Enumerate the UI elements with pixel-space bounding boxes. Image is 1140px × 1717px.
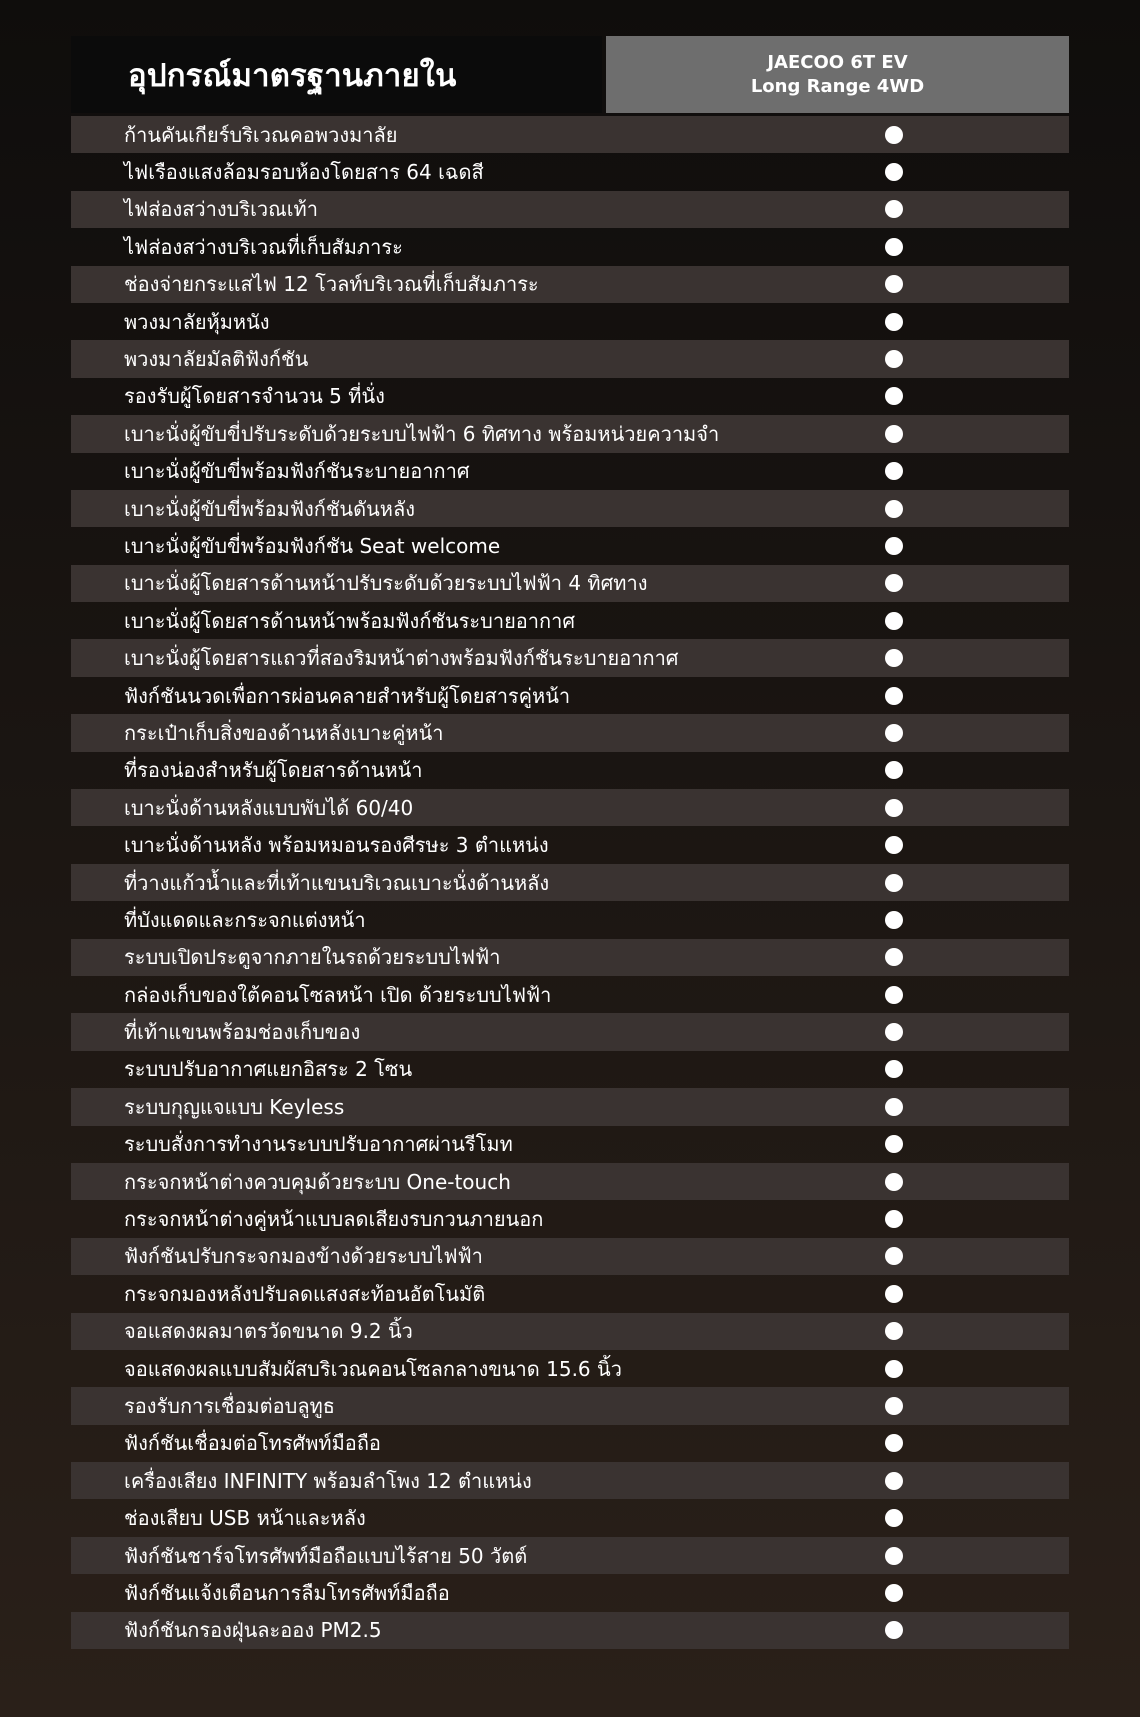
feature-availability (771, 836, 1069, 854)
feature-label: ช่องเสียบ USB หน้าและหลัง (124, 1506, 366, 1531)
standard-dot-icon (885, 1360, 903, 1378)
standard-dot-icon (885, 724, 903, 742)
table-row (71, 303, 1069, 340)
spec-table (71, 36, 1069, 1649)
standard-dot-icon (885, 687, 903, 705)
standard-dot-icon (885, 1247, 903, 1265)
standard-dot-icon (885, 1322, 903, 1340)
feature-label: เบาะนั่งผู้โดยสารแถวที่สองริมหน้าต่างพร้อมฟังก์ชันระบายอากาศ (124, 646, 679, 671)
feature-availability (771, 799, 1069, 817)
table-row (71, 527, 1069, 564)
feature-availability (771, 574, 1069, 592)
standard-dot-icon (885, 1509, 903, 1527)
feature-label: ระบบสั่งการทำงานระบบปรับอากาศผ่านรีโมท (124, 1132, 513, 1157)
standard-dot-icon (885, 1397, 903, 1415)
standard-dot-icon (885, 425, 903, 443)
feature-label: เบาะนั่งด้านหลังแบบพับได้ 60/40 (124, 795, 414, 820)
feature-availability (771, 612, 1069, 630)
feature-label: ที่วางแก้วน้ำและที่เท้าแขนบริเวณเบาะนั่งด้านหลัง (124, 870, 550, 895)
feature-availability (771, 1060, 1069, 1078)
standard-dot-icon (885, 1173, 903, 1191)
feature-availability (771, 275, 1069, 293)
table-row (71, 1387, 1069, 1424)
standard-dot-icon (885, 836, 903, 854)
standard-dot-icon (885, 200, 903, 218)
feature-label: ฟังก์ชันนวดเพื่อการผ่อนคลายสำหรับผู้โดยสารคู่หน้า (124, 683, 571, 708)
feature-label: กระจกหน้าต่างควบคุมด้วยระบบ One-touch (124, 1169, 511, 1194)
table-row (71, 1275, 1069, 1312)
standard-dot-icon (885, 500, 903, 518)
feature-label: เบาะนั่งด้านหลัง พร้อมหมอนรองศีรษะ 3 ตำแหน่ง (124, 833, 549, 858)
standard-dot-icon (885, 874, 903, 892)
standard-dot-icon (885, 1547, 903, 1565)
feature-availability (771, 761, 1069, 779)
feature-availability (771, 1285, 1069, 1303)
feature-availability (771, 986, 1069, 1004)
feature-availability (771, 1397, 1069, 1415)
feature-label: เบาะนั่งผู้โดยสารด้านหน้าพร้อมฟังก์ชันระบายอากาศ (124, 608, 576, 633)
table-row (71, 1238, 1069, 1275)
table-row (71, 378, 1069, 415)
table-row (71, 1499, 1069, 1536)
table-row (71, 1574, 1069, 1611)
feature-availability (771, 1322, 1069, 1340)
feature-label: ช่องจ่ายกระแสไฟ 12 โวลท์บริเวณที่เก็บสัมภาระ (124, 272, 539, 297)
feature-availability (771, 874, 1069, 892)
table-row (71, 1462, 1069, 1499)
feature-availability (771, 1509, 1069, 1527)
table-row (71, 714, 1069, 751)
table-row (71, 490, 1069, 527)
standard-dot-icon (885, 649, 903, 667)
model-column-header (606, 36, 1069, 113)
feature-availability (771, 1360, 1069, 1378)
standard-dot-icon (885, 350, 903, 368)
table-row (71, 153, 1069, 190)
standard-dot-icon (885, 574, 903, 592)
table-row (71, 453, 1069, 490)
standard-dot-icon (885, 387, 903, 405)
model-name: JAECOO 6T EV (767, 51, 908, 73)
feature-label: กระเป๋าเก็บสิ่งของด้านหลังเบาะคู่หน้า (124, 720, 444, 745)
standard-dot-icon (885, 1285, 903, 1303)
feature-label: เบาะนั่งผู้ขับขี่พร้อมฟังก์ชัน Seat welcome (124, 533, 501, 558)
table-row (71, 1126, 1069, 1163)
feature-availability (771, 649, 1069, 667)
standard-dot-icon (885, 1210, 903, 1228)
feature-label: ที่เท้าแขนพร้อมช่องเก็บของ (124, 1020, 361, 1045)
table-row (71, 752, 1069, 789)
feature-label: รองรับการเชื่อมต่อบลูทูธ (124, 1393, 335, 1418)
standard-dot-icon (885, 126, 903, 144)
feature-availability (771, 238, 1069, 256)
feature-availability (771, 1247, 1069, 1265)
feature-availability (771, 1173, 1069, 1191)
feature-availability (771, 1023, 1069, 1041)
header-title-cell (71, 36, 602, 113)
table-row (71, 901, 1069, 938)
feature-label: ระบบกุญแจแบบ Keyless (124, 1094, 345, 1119)
feature-availability (771, 1098, 1069, 1116)
table-row (71, 1051, 1069, 1088)
standard-dot-icon (885, 238, 903, 256)
feature-label: เบาะนั่งผู้ขับขี่พร้อมฟังก์ชันระบายอากาศ (124, 459, 470, 484)
table-row (71, 266, 1069, 303)
feature-label: เครื่องเสียง INFINITY พร้อมลำโพง 12 ตำแหน่ง (124, 1468, 532, 1493)
feature-label: ฟังก์ชันแจ้งเตือนการลืมโทรศัพท์มือถือ (124, 1580, 450, 1605)
feature-label: จอแสดงผลมาตรวัดขนาด 9.2 นิ้ว (124, 1319, 413, 1344)
feature-label: ไฟเรืองแสงล้อมรอบห้องโดยสาร 64 เฉดสี (124, 160, 484, 185)
model-variant: Long Range 4WD (750, 75, 925, 97)
feature-label: จอแสดงผลแบบสัมผัสบริเวณคอนโซลกลางขนาด 15.6 นิ้ว (124, 1356, 622, 1381)
standard-dot-icon (885, 313, 903, 331)
standard-dot-icon (885, 911, 903, 929)
table-row (71, 1013, 1069, 1050)
feature-label: พวงมาลัยหุ้มหนัง (124, 309, 270, 334)
table-row (71, 1313, 1069, 1350)
table-row (71, 228, 1069, 265)
feature-label: ที่รองน่องสำหรับผู้โดยสารด้านหน้า (124, 758, 423, 783)
feature-availability (771, 1434, 1069, 1452)
feature-label: ไฟส่องสว่างบริเวณที่เก็บสัมภาระ (124, 234, 403, 259)
feature-label: ก้านคันเกียร์บริเวณคอพวงมาลัย (124, 122, 398, 147)
feature-availability (771, 425, 1069, 443)
table-row (71, 1537, 1069, 1574)
feature-availability (771, 163, 1069, 181)
table-row (71, 677, 1069, 714)
feature-label: เบาะนั่งผู้ขับขี่พร้อมฟังก์ชันดันหลัง (124, 496, 415, 521)
table-row (71, 1200, 1069, 1237)
standard-dot-icon (885, 948, 903, 966)
feature-label: ฟังก์ชันกรองฝุ่นละออง PM2.5 (124, 1618, 382, 1643)
standard-dot-icon (885, 1060, 903, 1078)
table-header (71, 36, 1069, 113)
standard-dot-icon (885, 163, 903, 181)
feature-label: กระจกหน้าต่างคู่หน้าแบบลดเสียงรบกวนภายนอก (124, 1207, 544, 1232)
feature-availability (771, 911, 1069, 929)
standard-dot-icon (885, 275, 903, 293)
feature-label: ฟังก์ชันชาร์จโทรศัพท์มือถือแบบไร้สาย 50 วัตต์ (124, 1543, 528, 1568)
feature-label: ฟังก์ชันปรับกระจกมองข้างด้วยระบบไฟฟ้า (124, 1244, 483, 1269)
table-row (71, 864, 1069, 901)
table-row (71, 415, 1069, 452)
feature-availability (771, 1584, 1069, 1602)
feature-label: เบาะนั่งผู้ขับขี่ปรับระดับด้วยระบบไฟฟ้า 6 ทิศทาง พร้อมหน่วยความจำ (124, 421, 720, 446)
feature-label: กล่องเก็บของใต้คอนโซลหน้า เปิด ด้วยระบบไฟฟ้า (124, 982, 552, 1007)
feature-availability (771, 687, 1069, 705)
section-title: อุปกรณ์มาตรฐานภายใน (128, 57, 457, 94)
table-row (71, 1088, 1069, 1125)
standard-dot-icon (885, 1584, 903, 1602)
standard-dot-icon (885, 761, 903, 779)
feature-availability (771, 200, 1069, 218)
standard-dot-icon (885, 1434, 903, 1452)
feature-availability (771, 948, 1069, 966)
standard-dot-icon (885, 1135, 903, 1153)
table-row (71, 826, 1069, 863)
feature-label: กระจกมองหลังปรับลดแสงสะท้อนอัตโนมัติ (124, 1281, 486, 1306)
feature-availability (771, 1621, 1069, 1639)
table-row (71, 565, 1069, 602)
feature-availability (771, 500, 1069, 518)
feature-availability (771, 313, 1069, 331)
feature-label: ฟังก์ชันเชื่อมต่อโทรศัพท์มือถือ (124, 1431, 381, 1456)
table-row (71, 976, 1069, 1013)
feature-label: ระบบเปิดประตูจากภายในรถด้วยระบบไฟฟ้า (124, 945, 501, 970)
feature-availability (771, 126, 1069, 144)
standard-dot-icon (885, 462, 903, 480)
standard-dot-icon (885, 1472, 903, 1490)
feature-availability (771, 387, 1069, 405)
feature-availability (771, 1547, 1069, 1565)
table-row (71, 1163, 1069, 1200)
feature-availability (771, 537, 1069, 555)
standard-dot-icon (885, 986, 903, 1004)
table-row (71, 1350, 1069, 1387)
feature-label: ระบบปรับอากาศแยกอิสระ 2 โซน (124, 1057, 413, 1082)
feature-label: เบาะนั่งผู้โดยสารด้านหน้าปรับระดับด้วยระบบไฟฟ้า 4 ทิศทาง (124, 571, 648, 596)
table-row (71, 602, 1069, 639)
table-row (71, 340, 1069, 377)
feature-label: รองรับผู้โดยสารจำนวน 5 ที่นั่ง (124, 384, 385, 409)
feature-availability (771, 1135, 1069, 1153)
table-row (71, 639, 1069, 676)
feature-label: พวงมาลัยมัลติฟังก์ชัน (124, 347, 309, 372)
table-row (71, 789, 1069, 826)
feature-availability (771, 1472, 1069, 1490)
table-row (71, 116, 1069, 153)
standard-dot-icon (885, 612, 903, 630)
feature-availability (771, 462, 1069, 480)
table-row (71, 191, 1069, 228)
feature-label: ที่บังแดดและกระจกแต่งหน้า (124, 907, 366, 932)
standard-dot-icon (885, 1023, 903, 1041)
feature-availability (771, 350, 1069, 368)
feature-rows (71, 116, 1069, 1649)
feature-availability (771, 724, 1069, 742)
table-row (71, 1612, 1069, 1649)
table-row (71, 939, 1069, 976)
standard-dot-icon (885, 537, 903, 555)
standard-dot-icon (885, 1098, 903, 1116)
feature-availability (771, 1210, 1069, 1228)
table-row (71, 1425, 1069, 1462)
feature-label: ไฟส่องสว่างบริเวณเท้า (124, 197, 318, 222)
standard-dot-icon (885, 1621, 903, 1639)
standard-dot-icon (885, 799, 903, 817)
